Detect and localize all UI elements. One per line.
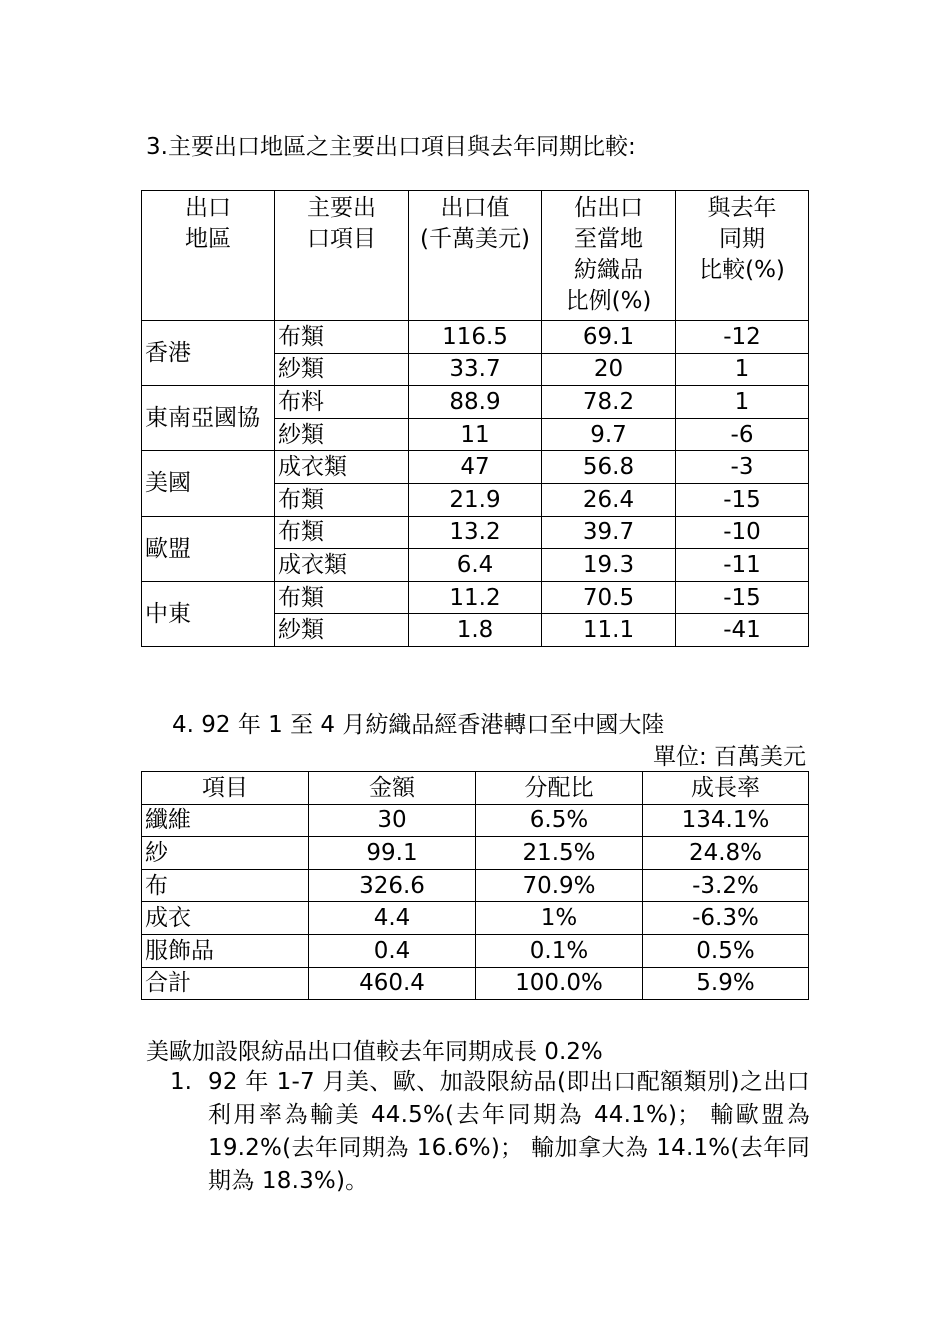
header-line: (千萬美元) [420, 226, 530, 252]
value-cell: 13.2 [409, 516, 542, 549]
change-cell: -15 [676, 581, 809, 614]
value-cell: 33.7 [409, 353, 542, 386]
item-cell: 紗類 [275, 614, 409, 647]
region-cell: 香港 [142, 321, 275, 386]
header-line: 口項目 [307, 226, 376, 252]
table-header-row [142, 772, 809, 805]
value-cell: 116.5 [409, 321, 542, 354]
share-cell: 70.9% [476, 869, 643, 902]
change-cell: -12 [676, 321, 809, 354]
change-cell: -41 [676, 614, 809, 647]
item-cell: 成衣類 [275, 549, 409, 582]
region-cell: 東南亞國協 [142, 386, 275, 451]
table-row [142, 321, 809, 354]
share-cell: 1% [476, 902, 643, 935]
share-cell: 100.0% [476, 967, 643, 1000]
item-cell: 布類 [275, 581, 409, 614]
header-line: 比較(%) [699, 257, 785, 283]
header-cell-share [542, 191, 676, 321]
growth-cell: 134.1% [643, 804, 809, 837]
table-row [142, 902, 809, 935]
list-item [170, 1066, 810, 1198]
header-cell-item [275, 191, 409, 321]
header-line: 出口值 [440, 195, 510, 221]
share-cell: 11.1 [542, 614, 676, 647]
header-cell-amount: 金額 [309, 772, 476, 805]
section4-title: 4. 92 年 1 至 4 月紡織品經香港轉口至中國大陸 [172, 712, 665, 738]
share-cell: 19.3 [542, 549, 676, 582]
header-cell-change [676, 191, 809, 321]
share-cell: 9.7 [542, 418, 676, 451]
header-line: 主要出 [307, 195, 376, 221]
header-line: 比例(%) [565, 288, 652, 314]
share-cell: 56.8 [542, 451, 676, 484]
region-cell: 美國 [142, 451, 275, 516]
value-cell: 6.4 [409, 549, 542, 582]
header-line: 地區 [185, 226, 231, 252]
header-line: 同期 [719, 226, 765, 252]
item-cell: 成衣類 [275, 451, 409, 484]
amount-cell: 0.4 [309, 934, 476, 967]
unit-label: 單位: 百萬美元 [652, 744, 806, 770]
table-row [142, 934, 809, 967]
change-cell: -3 [676, 451, 809, 484]
amount-cell: 326.6 [309, 869, 476, 902]
value-cell: 11 [409, 418, 542, 451]
growth-cell: 24.8% [643, 837, 809, 870]
growth-cell: 0.5% [643, 934, 809, 967]
amount-cell: 30 [309, 804, 476, 837]
table-row [142, 451, 809, 484]
item-cell: 布類 [275, 516, 409, 549]
export-region-table [141, 190, 809, 647]
change-cell: -11 [676, 549, 809, 582]
table-row [142, 869, 809, 902]
header-cell-region [142, 191, 275, 321]
amount-cell: 460.4 [309, 967, 476, 1000]
value-cell: 88.9 [409, 386, 542, 419]
region-cell: 歐盟 [142, 516, 275, 581]
label-cell: 合計 [142, 967, 309, 1000]
item-cell: 紗類 [275, 353, 409, 386]
change-cell: -10 [676, 516, 809, 549]
share-cell: 21.5% [476, 837, 643, 870]
header-line: 紡織品 [574, 257, 643, 283]
section3-title: 3.主要出口地區之主要出口項目與去年同期比較: [146, 134, 636, 160]
share-cell: 0.1% [476, 934, 643, 967]
share-cell: 69.1 [542, 321, 676, 354]
header-line: 與去年 [707, 195, 777, 221]
table-row [142, 581, 809, 614]
share-cell: 6.5% [476, 804, 643, 837]
table-header-row [142, 191, 809, 321]
hk-reexport-table [141, 771, 809, 1000]
share-cell: 20 [542, 353, 676, 386]
label-cell: 纖維 [142, 804, 309, 837]
label-cell: 布 [142, 869, 309, 902]
list-item-text: 92 年 1-7 月美、歐、加設限紡品(即出口配額類別)之出口利用率為輸美 44.5%(去年同期為 44.1%)； 輸歐盟為 19.2%(去年同期為 16.6%)； 輸加拿大為 14.1%(去年同期為 18.3%)。 [208, 1069, 810, 1194]
growth-cell: -6.3% [643, 902, 809, 935]
header-line: 佔出口 [574, 195, 643, 221]
label-cell: 服飾品 [142, 934, 309, 967]
region-cell: 中東 [142, 581, 275, 646]
table-row [142, 837, 809, 870]
table-row-total [142, 967, 809, 1000]
header-cell-growth: 成長率 [643, 772, 809, 805]
item-cell: 布料 [275, 386, 409, 419]
share-cell: 39.7 [542, 516, 676, 549]
header-cell-share: 分配比 [476, 772, 643, 805]
label-cell: 成衣 [142, 902, 309, 935]
value-cell: 47 [409, 451, 542, 484]
growth-cell: 5.9% [643, 967, 809, 1000]
header-line: 至當地 [574, 226, 643, 252]
header-cell-item: 項目 [142, 772, 309, 805]
item-cell: 紗類 [275, 418, 409, 451]
amount-cell: 99.1 [309, 837, 476, 870]
list-marker: 1. [170, 1069, 192, 1095]
change-cell: -6 [676, 418, 809, 451]
value-cell: 1.8 [409, 614, 542, 647]
value-cell: 11.2 [409, 581, 542, 614]
item-cell: 布類 [275, 483, 409, 516]
amount-cell: 4.4 [309, 902, 476, 935]
label-cell: 紗 [142, 837, 309, 870]
numbered-list [170, 1066, 810, 1198]
table-row [142, 386, 809, 419]
summary-heading: 美歐加設限紡品出口值較去年同期成長 0.2% [146, 1039, 603, 1065]
change-cell: 1 [676, 386, 809, 419]
change-cell: 1 [676, 353, 809, 386]
value-cell: 21.9 [409, 483, 542, 516]
table-row [142, 804, 809, 837]
header-cell-value [409, 191, 542, 321]
item-cell: 布類 [275, 321, 409, 354]
header-line: 出口 [185, 195, 231, 221]
growth-cell: -3.2% [643, 869, 809, 902]
change-cell: -15 [676, 483, 809, 516]
table-row [142, 516, 809, 549]
share-cell: 78.2 [542, 386, 676, 419]
share-cell: 70.5 [542, 581, 676, 614]
share-cell: 26.4 [542, 483, 676, 516]
